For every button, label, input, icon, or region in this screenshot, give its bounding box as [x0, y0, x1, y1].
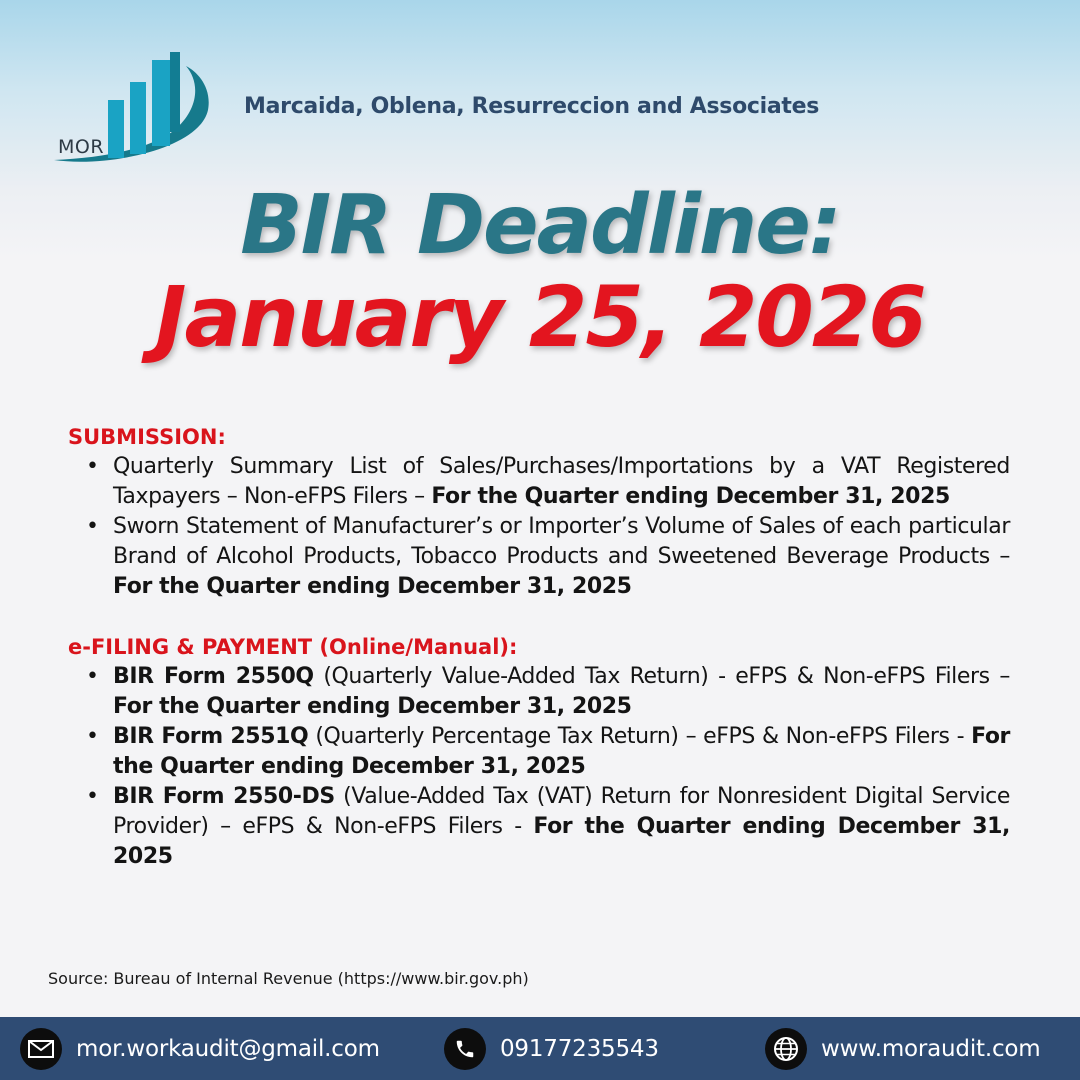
item-text: (Quarterly Percentage Tax Return) – eFPS & Non-eFPS Filers -	[308, 724, 972, 749]
phone-icon	[444, 1028, 486, 1070]
item-deadline: For the Quarter ending December 31, 2025	[431, 484, 950, 509]
efiling-list	[84, 662, 1010, 872]
bullet-icon: •	[86, 514, 99, 539]
phone-text[interactable]: 09177235543	[500, 1035, 659, 1062]
submission-list	[84, 452, 1010, 602]
globe-icon	[765, 1028, 807, 1070]
list-item	[84, 662, 1010, 722]
item-text: Sworn Statement of Manufacturer’s or Importer’s Volume of Sales of each particular Brand of Alcohol Products, Tobacco Products and Sweetened Beverage Products –	[113, 514, 1010, 569]
bullet-icon: •	[86, 664, 99, 689]
envelope-icon	[20, 1028, 62, 1070]
bullet-icon: •	[86, 724, 99, 749]
item-deadline: For the Quarter ending December 31, 2025	[113, 724, 1010, 779]
list-item	[84, 722, 1010, 782]
item-form: BIR Form 2551Q	[113, 724, 309, 749]
email-contact[interactable]	[20, 1027, 380, 1070]
website-text[interactable]: www.moraudit.com	[821, 1035, 1041, 1062]
item-deadline: For the Quarter ending December 31, 2025	[113, 694, 632, 719]
logo-wordmark: MOR	[58, 136, 105, 158]
firm-name: Marcaida, Oblena, Resurreccion and Associates	[244, 94, 820, 119]
bullet-icon: •	[86, 784, 99, 809]
item-text: Quarterly Summary List of Sales/Purchases/Importations by a VAT Registered Taxpayers – Non-eFPS Filers –	[113, 454, 1010, 509]
deadline-content	[70, 422, 1010, 872]
website-contact[interactable]	[765, 1027, 1040, 1070]
contact-footer	[0, 1017, 1080, 1080]
efiling-title: e-FILING & PAYMENT (Online/Manual):	[68, 635, 518, 659]
source-note: Source: Bureau of Internal Revenue (https://www.bir.gov.ph)	[48, 969, 529, 988]
item-text: (Quarterly Value-Added Tax Return) - eFPS & Non-eFPS Filers –	[313, 664, 1010, 689]
headline-title: BIR Deadline:	[240, 178, 840, 273]
bullet-icon: •	[86, 454, 99, 479]
item-deadline: For the Quarter ending December 31, 2025	[113, 814, 1011, 869]
item-form: BIR Form 2550Q	[113, 664, 314, 689]
email-text[interactable]: mor.workaudit@gmail.com	[76, 1035, 380, 1062]
headline-date: January 25, 2026	[155, 268, 925, 366]
list-item	[84, 512, 1010, 602]
item-text: (Value-Added Tax (VAT) Return for Nonresident Digital Service Provider) – eFPS & Non-eFPS Filers -	[113, 784, 1010, 839]
item-deadline: For the Quarter ending December 31, 2025	[113, 574, 632, 599]
phone-contact[interactable]	[444, 1027, 659, 1070]
list-item	[84, 452, 1010, 512]
item-form: BIR Form 2550-DS	[113, 784, 335, 809]
list-item	[84, 782, 1010, 872]
submission-title: SUBMISSION:	[68, 425, 226, 449]
